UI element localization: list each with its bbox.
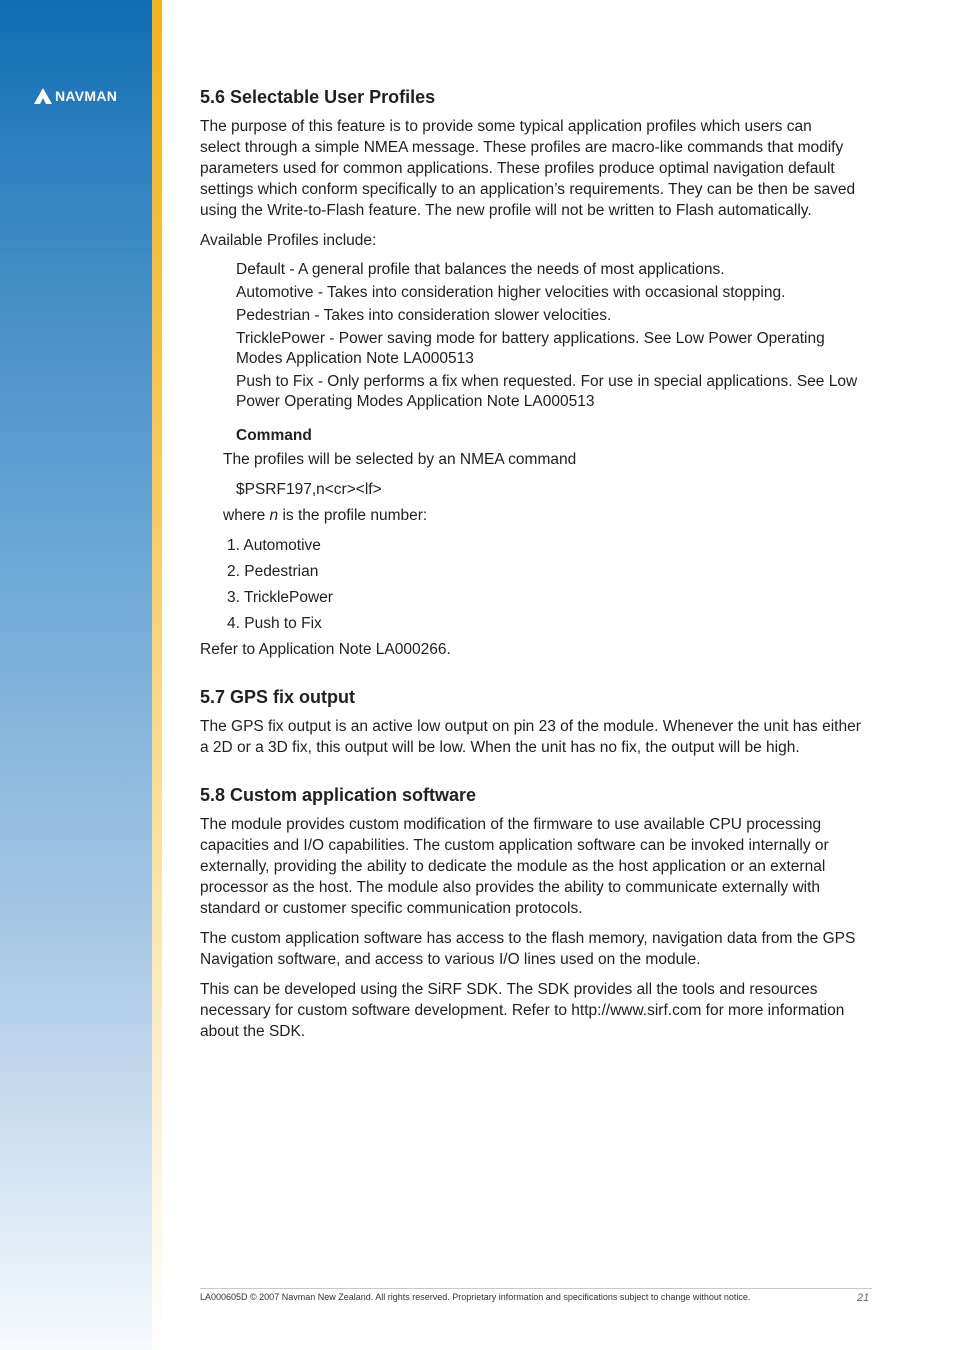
gps-fix-paragraph: The GPS fix output is an active low output on pin 23 of the module. Whenever the unit has either a 2D or a 3D fix, this output will be low. When the unit has no fix, the output will be high. (200, 718, 861, 756)
custom-software-paragraph-3: This can be developed using the SiRF SDK. The SDK provides all the tools and resources necessary for custom software development. Refer to http://www.sirf.com for more information about the SDK. (200, 981, 845, 1040)
command-intro: The profiles will be selected by an NMEA command (223, 451, 577, 468)
profile-item: TricklePower - Power saving mode for battery applications. See Low Power Operating Modes Application Note LA000513 (236, 330, 825, 367)
profile-list (236, 260, 890, 412)
profile-item: Push to Fix - Only performs a fix when requested. For use in special applications. See Low Power Operating Modes Application Note LA000513 (236, 373, 858, 410)
navman-logo (34, 86, 117, 106)
sidebar-band (0, 0, 152, 1350)
profile-item: Pedestrian - Takes into consideration slower velocities. (236, 307, 612, 324)
custom-software-paragraph-2: The custom application software has access to the flash memory, navigation data from the GPS Navigation software, and access to various I/O lines used on the module. (200, 930, 856, 968)
list-item: 4. Push to Fix (227, 615, 322, 632)
list-item: 1. Automotive (227, 537, 321, 554)
profile-number-list (227, 535, 890, 634)
logo-text: NAVMAN (55, 88, 118, 104)
section-heading-5-8: 5.8 Custom application software (200, 785, 477, 805)
page-number: 21 (857, 1292, 870, 1304)
command-string: $PSRF197,n<cr><lf> (236, 481, 382, 498)
footer-divider (200, 1288, 872, 1289)
available-profiles-label: Available Profiles include: (200, 232, 377, 249)
profile-item: Automotive - Takes into consideration higher velocities with occasional stopping. (236, 284, 786, 301)
text-line: settings which conform specifically to an application’s requirements. They can be then be saved (200, 181, 856, 198)
list-item: 3. TricklePower (227, 589, 333, 606)
section-heading-5-7: 5.7 GPS fix output (200, 687, 356, 707)
section-heading-5-6: 5.6 Selectable User Profiles (200, 87, 436, 107)
text-line: select through a simple NMEA message. These profiles are macro-like commands that modify (200, 139, 844, 156)
custom-software-paragraph-1: The module provides custom modification of the firmware to use available CPU processing capacities and I/O capabilities. The custom application software can be invoked internally or externally, providing the ability to dedicate the module as the host application or an external processor as the host. The module also provides the ability to communicate externally with standard or customer specific communication protocols. (200, 816, 829, 917)
variable-n: n (269, 507, 279, 524)
text-line: The purpose of this feature is to provide some typical application profiles which users can (200, 118, 812, 135)
command-title: Command (236, 427, 312, 444)
main-content (200, 86, 890, 1051)
text-line: using the Write-to-Flash feature. The new profile will not be written to Flash automatically. (200, 202, 812, 219)
text-line: parameters used for common applications. These profiles produce optimal navigation default (200, 160, 835, 177)
refer-note: Refer to Application Note LA000266. (200, 641, 451, 658)
where-line: where n is the profile number: (223, 507, 428, 524)
accent-stripe (152, 0, 162, 1350)
intro-paragraph (200, 116, 890, 221)
footer-copyright: LA000605D © 2007 Navman New Zealand. All rights reserved. Proprietary information and specifications subject to change without notice. (200, 1292, 751, 1302)
navman-logo-icon (34, 88, 52, 104)
profile-item: Default - A general profile that balances the needs of most applications. (236, 261, 725, 278)
list-item: 2. Pedestrian (227, 563, 319, 580)
